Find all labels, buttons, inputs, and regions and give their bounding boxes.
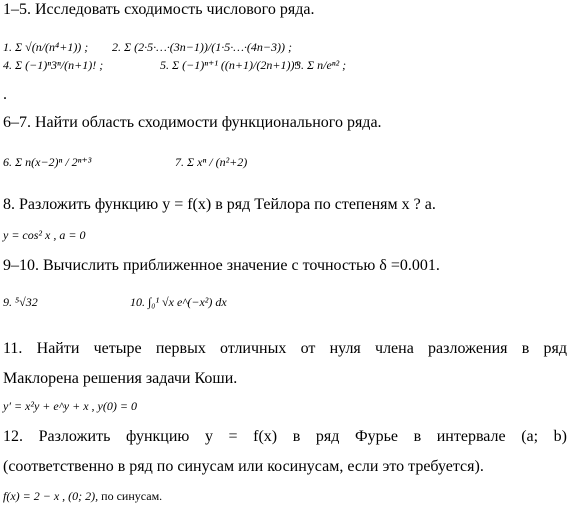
series-formula-7: 7. Σ xⁿ / (n²+2): [175, 155, 248, 169]
section-3-heading: 8. Разложить функцию y = f(x) в ряд Тейлора по степеням x ? a.: [3, 196, 436, 213]
section-5-line-2: Маклорена решения задачи Коши.: [3, 370, 238, 387]
series-formula-6: 6. Σ n(x−2)ⁿ / 2ⁿ⁺³: [3, 155, 92, 169]
approx-formula-9: 9. ⁵√32: [3, 295, 38, 309]
section-4-heading: 9–10. Вычислить приближенное значение с точностью δ =0.001.: [3, 257, 440, 274]
section-5-line-1: 11. Найти четыре первых отличных от нуля члена разложения в ряд: [3, 340, 567, 357]
section-2-heading: 6–7. Найти область сходимости функционального ряда.: [3, 114, 382, 131]
section-6-line-1: 12. Разложить функцию y = f(x) в ряд Фурье в интервале (a; b): [3, 428, 567, 445]
series-formula-2: 2. Σ (2·5·…·(3n−1))/(1·5·…·(4n−3)) ;: [112, 40, 292, 54]
taylor-formula: y = cos² x , a = 0: [3, 228, 86, 242]
stray-mark: .: [3, 86, 7, 103]
series-formula-4: 4. Σ (−1)ⁿ3ⁿ/(n+1)! ;: [3, 58, 104, 72]
approx-formula-10: 10. ∫₀¹ √x e^(−x²) dx: [130, 295, 227, 309]
series-formula-1: 1. Σ √(n/(n⁴+1)) ;: [3, 40, 89, 54]
series-formula-5: 5. Σ (−1)ⁿ⁺¹ ((n+1)/(2n+1))ⁿ: [160, 58, 299, 72]
cauchy-formula: y′ = x²y + e^y + x , y(0) = 0: [3, 399, 137, 413]
fourier-formula: f(x) = 2 − x , (0; 2), по синусам.: [3, 489, 163, 503]
series-formula-3: 3. Σ n/eⁿ² ;: [295, 58, 347, 72]
section-6-line-2: (соответственно в ряд по синусам или косинусам, если это требуется).: [3, 458, 484, 475]
section-1-heading: 1–5. Исследовать сходимость числового ряда.: [3, 1, 315, 18]
